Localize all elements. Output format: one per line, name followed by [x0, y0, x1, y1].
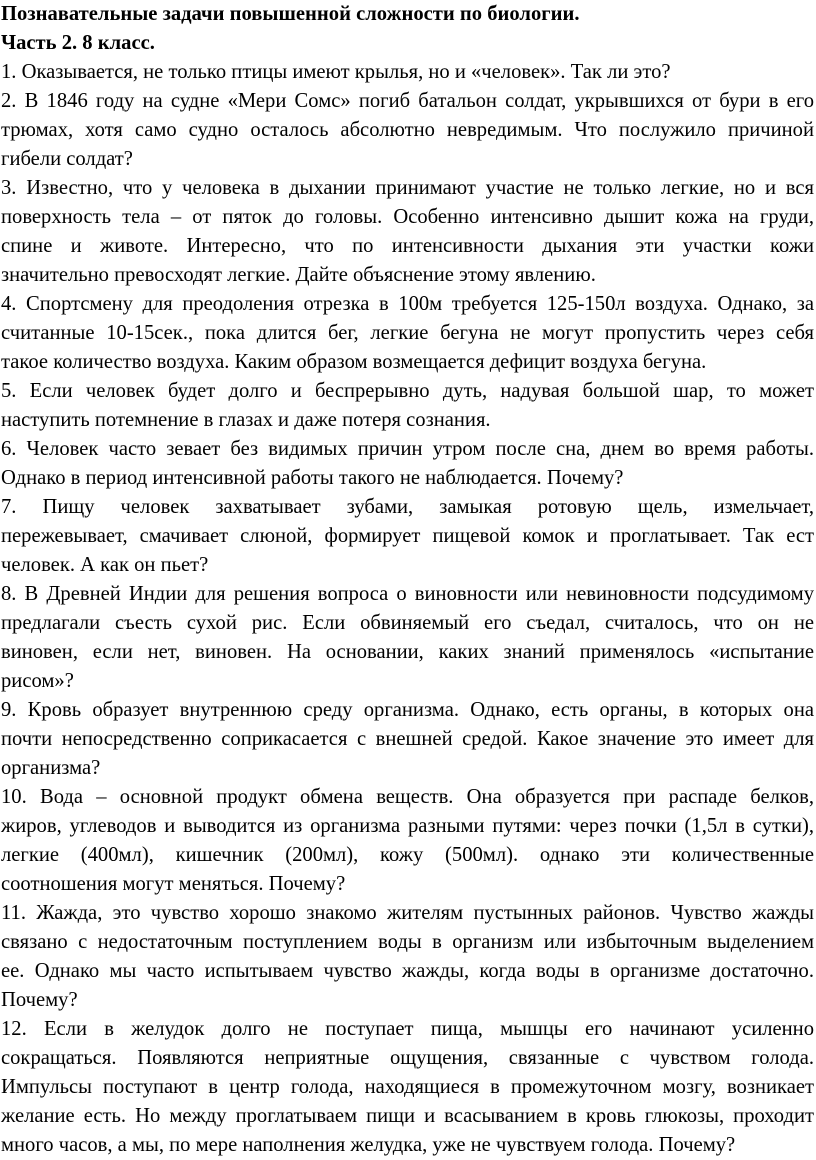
text-line: такое количество воздуха. Каким образом возмещается дефицит воздуха бегуна. — [1, 351, 707, 373]
document-title: Познавательные задачи повышенной сложности по биологии. — [1, 3, 580, 25]
text-line: поверхность тела – от пяток до головы. Особенно интенсивно дышит кожа на груди, — [1, 206, 814, 228]
text-line: ее. Однако мы часто испытываем чувство жажды, когда воды в организме достаточно. — [1, 960, 814, 982]
text-line: много часов, а мы, по мере наполнения желудка, уже не чувствуем голода. Почему? — [1, 1134, 736, 1156]
text-line: 5. Если человек будет долго и беспрерывно дуть, надувая большой шар, то может — [1, 380, 814, 402]
text-line: пережевывает, смачивает слюной, формирует пищевой комок и проглатывает. Так ест — [1, 525, 814, 547]
text-line: 4. Спортсмену для преодоления отрезка в 100м требуется 125-150л воздуха. Однако, за — [1, 293, 814, 315]
text-line: наступить потемнение в глазах и даже потеря сознания. — [1, 409, 491, 431]
text-line: трюмах, хотя само судно осталось абсолютно невредимым. Что послужило причиной — [1, 119, 814, 141]
text-line: 2. В 1846 году на судне «Мери Сомс» погиб батальон солдат, укрывшихся от бури в его — [1, 90, 814, 112]
text-line: рисом»? — [1, 670, 74, 692]
text-line: почти непосредственно соприкасается с внешней средой. Какое значение это имеет для — [1, 728, 814, 750]
text-line: значительно превосходят легкие. Дайте объяснение этому явлению. — [1, 264, 596, 286]
text-line: желание есть. Но между проглатываем пищи и всасыванием в кровь глюкозы, проходит — [1, 1105, 814, 1127]
text-line: виновен, если нет, виновен. На основании, каких знаний применялось «испытание — [1, 641, 814, 663]
text-line: спине и животе. Интересно, что по интенсивности дыхания эти участки кожи — [1, 235, 814, 257]
text-line: 1. Оказывается, не только птицы имеют крылья, но и «человек». Так ли это? — [1, 61, 671, 83]
text-line: 8. В Древней Индии для решения вопроса о виновности или невиновности подсудимому — [1, 583, 814, 605]
text-line: организма? — [1, 757, 101, 779]
text-line: связано с недостаточным поступлением воды в организм или избыточным выделением — [1, 931, 814, 953]
text-line: 6. Человек часто зевает без видимых причин утром после сна, днем во время работы. — [1, 438, 814, 460]
text-line: предлагали съесть сухой рис. Если обвиняемый его съедал, считалось, что он не — [1, 612, 814, 634]
text-line: Импульсы поступают в центр голода, находящиеся в промежуточном мозгу, возникает — [1, 1076, 814, 1098]
text-line: Почему? — [1, 989, 78, 1011]
text-line: 7. Пищу человек захватывает зубами, замыкая ротовую щель, измельчает, — [1, 496, 814, 518]
document-body — [1, 58, 814, 1160]
text-line: жиров, углеводов и выводится из организма разными путями: через почки (1,5л в сутки), — [1, 815, 814, 837]
text-line: 10. Вода – основной продукт обмена веществ. Она образуется при распаде белков, — [1, 786, 814, 808]
document-subtitle: Часть 2. 8 класс. — [1, 32, 155, 54]
text-line: 11. Жажда, это чувство хорошо знакомо жителям пустынных районов. Чувство жажды — [1, 902, 814, 924]
text-line: 3. Известно, что у человека в дыхании принимают участие не только легкие, но и вся — [1, 177, 814, 199]
text-line: считанные 10-15сек., пока длится бег, легкие бегуна не могут пропустить через себя — [1, 322, 814, 344]
text-line: 9. Кровь образует внутреннюю среду организма. Однако, есть органы, в которых она — [1, 699, 814, 721]
text-line: легкие (400мл), кишечник (200мл), кожу (500мл). однако эти количественные — [1, 844, 814, 866]
text-line: Однако в период интенсивной работы такого не наблюдается. Почему? — [1, 467, 624, 489]
text-line: человек. А как он пьет? — [1, 554, 209, 576]
text-line: 12. Если в желудок долго не поступает пища, мышцы его начинают усиленно — [1, 1018, 814, 1040]
text-line: гибели солдат? — [1, 148, 133, 170]
text-line: сокращаться. Появляются неприятные ощущения, связанные с чувством голода. — [1, 1047, 814, 1069]
text-line: соотношения могут меняться. Почему? — [1, 873, 346, 895]
